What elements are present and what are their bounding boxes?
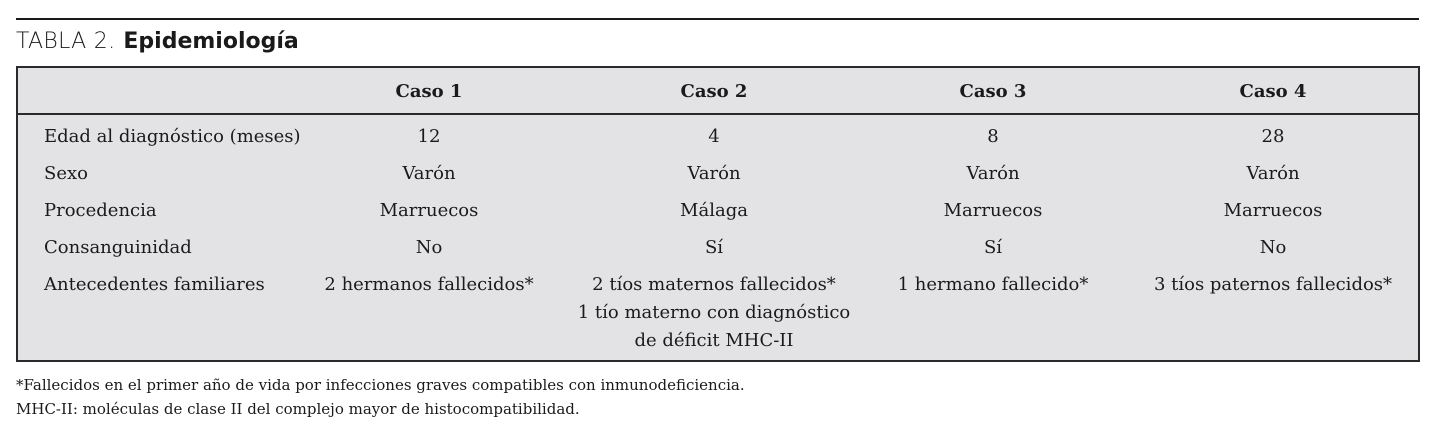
table-panel bbox=[16, 66, 1420, 362]
col-header-caso-2: Caso 2 bbox=[680, 81, 748, 102]
cell-antecedentes-caso-2-line-3: de déficit MHC-II bbox=[634, 330, 794, 351]
row-label-edad: Edad al diagnóstico (meses) bbox=[44, 126, 301, 147]
cell-procedencia-caso-2: Málaga bbox=[680, 200, 748, 221]
table-title: Epidemiología bbox=[123, 29, 299, 54]
cell-procedencia-caso-4: Marruecos bbox=[1223, 200, 1323, 221]
cell-consanguinidad-caso-4: No bbox=[1259, 237, 1287, 258]
cell-procedencia-caso-3: Marruecos bbox=[943, 200, 1043, 221]
cell-edad-caso-3: 8 bbox=[987, 126, 999, 147]
row-label-sexo: Sexo bbox=[44, 163, 88, 184]
col-header-caso-4: Caso 4 bbox=[1239, 81, 1307, 102]
cell-sexo-caso-1: Varón bbox=[402, 163, 456, 184]
cell-consanguinidad-caso-3: Sí bbox=[983, 237, 1003, 258]
footnote-asterisk: *Fallecidos en el primer año de vida por infecciones graves compatibles con inmunodeficiencia. bbox=[16, 376, 745, 394]
row-label-consanguinidad: Consanguinidad bbox=[44, 237, 192, 258]
cell-sexo-caso-3: Varón bbox=[966, 163, 1020, 184]
cell-procedencia-caso-1: Marruecos bbox=[379, 200, 479, 221]
cell-consanguinidad-caso-1: No bbox=[415, 237, 443, 258]
col-header-caso-1: Caso 1 bbox=[395, 81, 463, 102]
row-label-procedencia: Procedencia bbox=[44, 200, 157, 221]
table-caption bbox=[16, 26, 299, 58]
cell-sexo-caso-4: Varón bbox=[1246, 163, 1300, 184]
cell-antecedentes-caso-4: 3 tíos paternos fallecidos* bbox=[1153, 274, 1393, 295]
row-label-antecedentes: Antecedentes familiares bbox=[44, 274, 265, 295]
cell-edad-caso-2: 4 bbox=[708, 126, 720, 147]
cell-sexo-caso-2: Varón bbox=[687, 163, 741, 184]
cell-antecedentes-caso-2-line-2: 1 tío materno con diagnóstico bbox=[577, 302, 851, 323]
footnote-mhc: MHC-II: moléculas de clase II del complejo mayor de histocompatibilidad. bbox=[16, 400, 580, 418]
header-rule bbox=[18, 113, 1418, 115]
cell-edad-caso-4: 28 bbox=[1261, 126, 1285, 147]
footnotes bbox=[16, 373, 745, 421]
cell-consanguinidad-caso-2: Sí bbox=[704, 237, 724, 258]
col-header-caso-3: Caso 3 bbox=[959, 81, 1027, 102]
top-rule bbox=[16, 18, 1419, 20]
cell-antecedentes-caso-1: 2 hermanos fallecidos* bbox=[324, 274, 534, 295]
cell-edad-caso-1: 12 bbox=[417, 126, 441, 147]
cell-antecedentes-caso-3: 1 hermano fallecido* bbox=[897, 274, 1089, 295]
table-label: TABLA 2. bbox=[16, 29, 116, 54]
cell-antecedentes-caso-2 bbox=[574, 271, 854, 355]
cell-antecedentes-caso-2-line-1: 2 tíos maternos fallecidos* bbox=[592, 274, 836, 295]
